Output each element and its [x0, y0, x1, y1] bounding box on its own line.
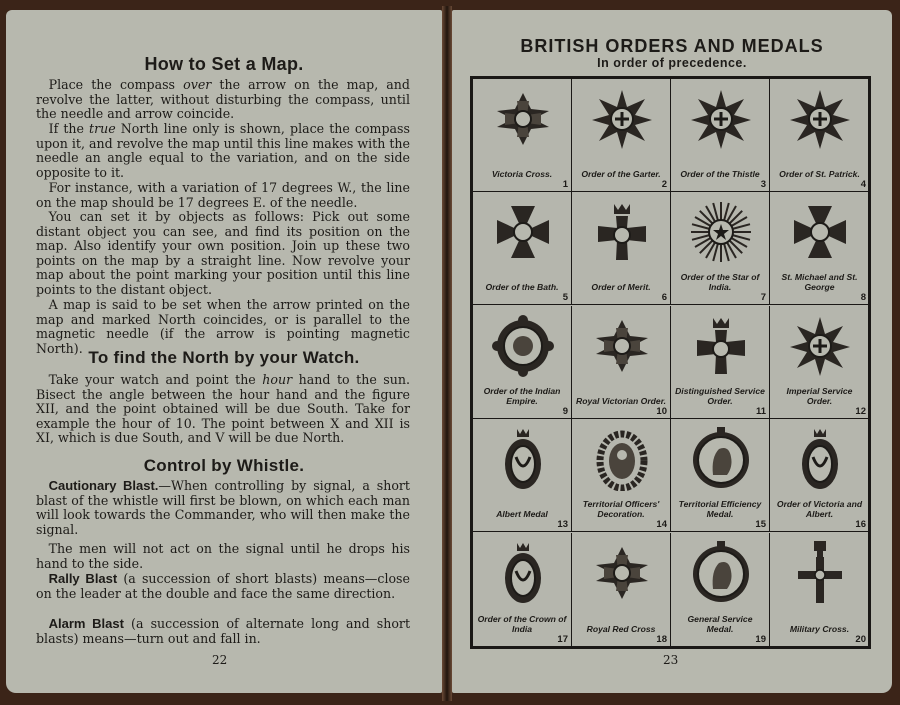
- territorial-decoration-icon: [590, 427, 654, 491]
- medal-number: 20: [855, 633, 866, 645]
- medal-caption: St. Michael and St. George: [781, 272, 858, 293]
- paragraph-objects: You can set it by objects as follows: Pick out some distant object you can see, and find its position on the map. Also identify your own position. Join up these two points on the map by a straight line. Now revolve your map about the point marking your position until this line points to the distant object.: [36, 209, 410, 297]
- page-right: [452, 10, 892, 693]
- medal-cell: [770, 419, 869, 532]
- medal-cell: [671, 533, 770, 646]
- medal-caption: Territorial Officers' Decoration.: [582, 499, 660, 520]
- medal-caption: Royal Red Cross: [586, 623, 656, 634]
- garter-star-icon: [590, 87, 654, 151]
- thistle-star-icon: [689, 87, 753, 151]
- medal-cell: [473, 192, 572, 305]
- heading-whistle: Control by Whistle.: [143, 456, 305, 475]
- star-of-india-icon: [689, 200, 753, 264]
- paragraph-rally: Rally Blast (a succession of short blasts) means—close on the leader at the double and face the same direction.: [36, 571, 410, 601]
- military-cross-icon: [788, 541, 852, 605]
- medal-cell: [671, 192, 770, 305]
- medal-cell: [473, 419, 572, 532]
- victoria-albert-order-icon: [788, 427, 852, 491]
- medal-cell: [473, 79, 572, 192]
- medal-number: 1: [562, 179, 568, 190]
- paragraph-alarm: Alarm Blast (a succession of alternate long and short blasts) means—turn out and fall in.: [36, 616, 411, 646]
- medal-number: 19: [755, 633, 766, 645]
- medal-number: 8: [860, 292, 866, 304]
- medal-number: 2: [661, 179, 667, 190]
- page-number-left: 22: [212, 653, 228, 667]
- medal-number: 14: [656, 519, 667, 531]
- medal-caption: Order of the Indian Empire.: [483, 385, 561, 406]
- royal-victorian-cross-icon: [590, 314, 654, 378]
- medal-cell: [770, 192, 869, 305]
- medal-caption: Imperial Service Order.: [786, 385, 853, 406]
- medal-caption: Distinguished Service Order.: [675, 385, 765, 406]
- medal-caption: Order of Merit.: [591, 282, 651, 293]
- medal-cell: [671, 419, 770, 532]
- page-number-right: 23: [663, 653, 679, 667]
- medal-caption: General Service Medal.: [687, 613, 753, 634]
- victoria-cross-icon: [491, 87, 555, 151]
- medal-cell: [770, 79, 869, 192]
- medal-caption: Order of the Garter.: [581, 169, 661, 179]
- medals-subtitle: In order of precedence.: [597, 56, 747, 70]
- medal-cell: [572, 79, 671, 192]
- medals-grid: [470, 76, 871, 649]
- page-left: [6, 10, 442, 693]
- heading-north-watch: To find the North by your Watch.: [88, 348, 360, 367]
- medal-caption: Order of Victoria and Albert.: [776, 499, 863, 520]
- paragraph-watch: Take your watch and point the hour hand to the sun. Bisect the angle between the hour hand and the figure XII, and the point obtained will be due South. Take for example the hour of 10. The point between X and XII is XI, which is due South, and V will be due North.: [36, 372, 410, 446]
- medal-cell: [770, 306, 869, 419]
- imperial-service-star-icon: [788, 314, 852, 378]
- general-service-medal-icon: [689, 541, 753, 605]
- paragraph-variation: For instance, with a variation of 17 degrees W., the line on the map should be 17 degrees E. of the needle.: [36, 180, 410, 210]
- paragraph-true-north: If the true North line only is shown, place the compass upon it, and revolve the map until this line makes with the needle an angle equal to the variation, and on the side opposite to it.: [36, 121, 410, 180]
- medal-number: 15: [755, 519, 766, 531]
- st-patrick-star-icon: [788, 87, 852, 151]
- medal-cell: [572, 306, 671, 419]
- royal-red-cross-icon: [590, 541, 654, 605]
- book-gutter: [442, 6, 452, 701]
- medal-number: 17: [557, 633, 568, 645]
- medal-cell: [572, 533, 671, 646]
- medal-cell: [473, 533, 572, 646]
- heading-set-map: How to Set a Map.: [144, 54, 304, 74]
- medal-caption: Order of the Crown of India: [477, 613, 567, 634]
- medal-number: 4: [860, 179, 866, 190]
- medal-caption: Royal Victorian Order.: [576, 395, 666, 406]
- medal-caption: Territorial Efficiency Medal.: [678, 499, 762, 520]
- paragraph-compass: Place the compass over the arrow on the map, and revolve the latter, without disturbing the compass, until the needle and arrow coincide.: [36, 77, 410, 122]
- medal-cell: [572, 192, 671, 305]
- medal-caption: Military Cross.: [789, 623, 850, 634]
- medal-caption: Order of St. Patrick.: [779, 169, 860, 179]
- medal-caption: Order of the Thistle: [680, 169, 760, 179]
- medals-title: BRITISH ORDERS AND MEDALS: [520, 36, 824, 56]
- paragraph-cautionary: Cautionary Blast.—When controlling by signal, a short blast of the whistle will first be blown, on which each man will look towards the Commander, who will then make the signal.: [36, 478, 410, 537]
- medal-number: 13: [557, 519, 568, 531]
- medal-cell: [473, 306, 572, 419]
- medal-number: 12: [855, 405, 866, 417]
- medal-cell: [671, 306, 770, 419]
- medal-number: 18: [656, 633, 667, 645]
- paragraph-hand: The men will not act on the signal until he drops his hand to the side.: [36, 541, 410, 571]
- st-michael-st-george-icon: [788, 200, 852, 264]
- crown-of-india-icon: [491, 541, 555, 605]
- bath-cross-icon: [491, 200, 555, 264]
- territorial-efficiency-medal-icon: [689, 427, 753, 491]
- medal-cell: [671, 79, 770, 192]
- indian-empire-icon: [491, 314, 555, 378]
- medal-number: 3: [760, 179, 766, 190]
- medal-number: 5: [562, 292, 568, 304]
- medal-caption: Order of the Bath.: [485, 282, 559, 293]
- medal-number: 11: [755, 405, 766, 417]
- medal-number: 16: [855, 519, 866, 531]
- medal-number: 10: [656, 405, 667, 417]
- paragraph-map-set: A map is said to be set when the arrow printed on the map and marked North coincides, or is parallel to the magnetic needle (if the arrow is pointing magnetic North).: [36, 297, 410, 356]
- medal-number: 6: [661, 292, 667, 304]
- merit-cross-icon: [590, 200, 654, 264]
- medal-caption: Albert Medal: [496, 509, 548, 520]
- medal-number: 7: [760, 292, 766, 304]
- medal-number: 9: [562, 405, 568, 417]
- medal-caption: Order of the Star of India.: [680, 272, 760, 293]
- medal-cell: [770, 533, 869, 646]
- medal-caption: Victoria Cross.: [491, 169, 553, 179]
- medal-cell: [572, 419, 671, 532]
- albert-medal-icon: [491, 427, 555, 491]
- dso-cross-icon: [689, 314, 753, 378]
